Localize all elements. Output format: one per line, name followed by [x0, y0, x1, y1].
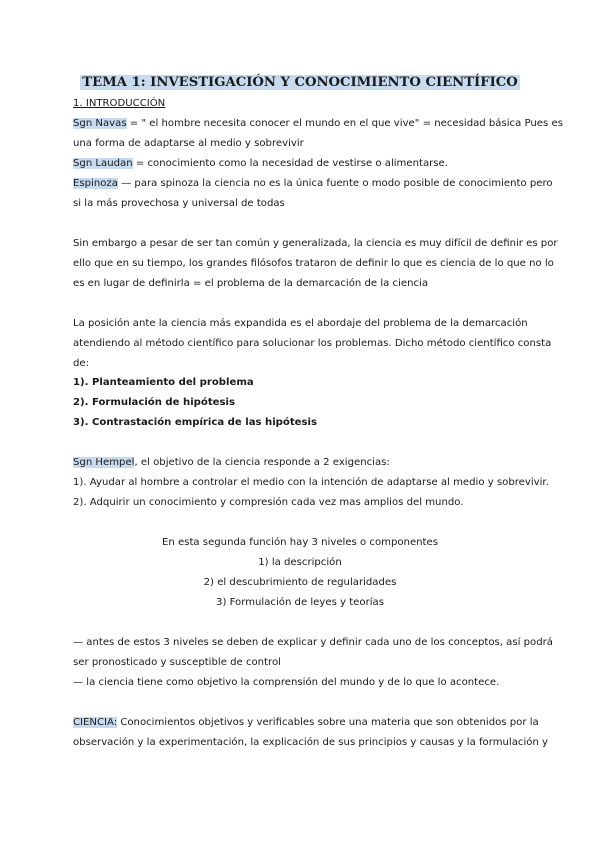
- level-3: 3) Formulación de leyes y teorías: [216, 597, 384, 608]
- dash2-line: — la ciencia tiene como objetivo la comprensión del mundo y de lo que lo acontece.: [73, 677, 500, 688]
- para2-line-1: Sin embargo a pesar de ser tan común y generalizada, la ciencia es muy difícil de definir es por: [73, 238, 558, 249]
- para3-line-3: de:: [73, 358, 90, 369]
- dash1-line-1: — antes de estos 3 niveles se deben de explicar y definir cada uno de los conceptos, así podrá: [73, 637, 553, 648]
- hempel-label: Sgn Hempel: [73, 457, 135, 468]
- navas-text: = " el hombre necesita conocer el mundo en el que vive" = necesidad básica Pues es: [126, 118, 563, 129]
- laudan-line: [73, 157, 448, 171]
- levels-intro: En esta segunda función hay 3 niveles o componentes: [162, 537, 438, 548]
- ciencia-line: [73, 716, 539, 730]
- level-1: 1) la descripción: [258, 557, 342, 568]
- ciencia-text: Conocimientos objetivos y verificables sobre una materia que son obtenidos por la: [117, 717, 539, 728]
- espinoza-line: [73, 177, 553, 191]
- step-2: 2). Formulación de hipótesis: [73, 397, 235, 408]
- step-3: 3). Contrastación empírica de las hipótesis: [73, 417, 317, 428]
- para3-line-1: La posición ante la ciencia más expandida es el abordaje del problema de la demarcación: [73, 318, 528, 329]
- navas-line: [73, 117, 563, 131]
- section-heading: 1. INTRODUCCIÓN: [73, 98, 166, 109]
- level-2: 2) el descubrimiento de regularidades: [203, 577, 397, 588]
- hempel-item-2: 2). Adquirir un conocimiento y compresión cada vez mas amplios del mundo.: [73, 497, 464, 508]
- ciencia-label: CIENCIA:: [73, 717, 118, 728]
- hempel-line: [73, 456, 390, 470]
- hempel-item-1: 1). Ayudar al hombre a controlar el medio con la intención de adaptarse al medio y sobrevivir.: [73, 477, 549, 488]
- para3-line-2: atendiendo al método científico para solucionar los problemas. Dicho método científico consta: [73, 338, 552, 349]
- espinoza-cont: si la más provechosa y universal de todas: [73, 198, 285, 209]
- para2-line-3: es en lugar de definirla = el problema de la demarcación de la ciencia: [73, 278, 429, 289]
- dash1-line-2: ser pronosticado y susceptible de control: [73, 657, 281, 668]
- espinoza-label: Espinoza: [73, 178, 118, 189]
- page-title: TEMA 1: INVESTIGACIÓN Y CONOCIMIENTO CIENTÍFICO: [82, 75, 518, 90]
- laudan-label: Sgn Laudan: [73, 158, 133, 169]
- navas-cont: una forma de adaptarse al medio y sobrevivir: [73, 138, 304, 149]
- ciencia-cont: observación y la experimentación, la explicación de sus principios y causas y la formulación y: [73, 737, 549, 748]
- hempel-text: , el objetivo de la ciencia responde a 2 exigencias:: [134, 457, 390, 468]
- step-1: 1). Planteamiento del problema: [73, 377, 254, 388]
- espinoza-text: — para spinoza la ciencia no es la única fuente o modo posible de conocimiento pero: [117, 178, 553, 189]
- laudan-text: = conocimiento como la necesidad de vestirse o alimentarse.: [132, 158, 448, 169]
- para2-line-2: ello que en su tiempo, los grandes filósofos trataron de definir lo que es ciencia de lo que no lo: [73, 258, 554, 269]
- navas-label: Sgn Navas: [73, 118, 127, 129]
